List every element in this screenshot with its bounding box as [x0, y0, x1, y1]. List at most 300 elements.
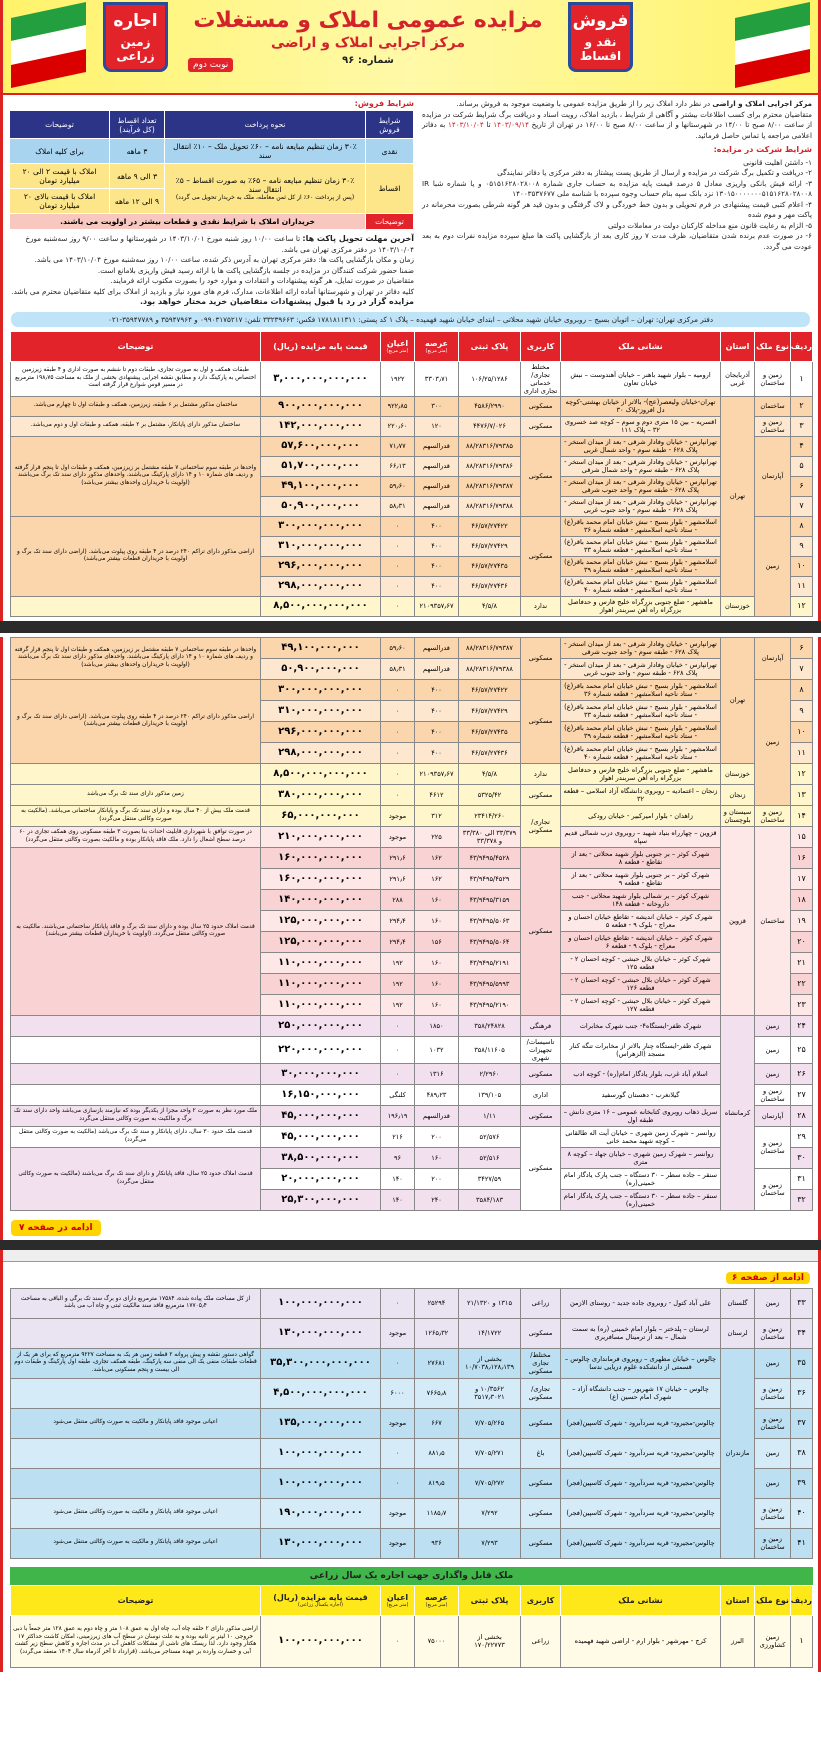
cell-province: گلستان	[721, 1288, 755, 1318]
installment-note-2: املاک با قیمت بالای ۲۰ میلیارد تومان	[10, 189, 110, 214]
iran-flag-icon	[11, 2, 86, 88]
cell-usage: فرهنگی	[521, 1015, 561, 1036]
sale-conditions-label: شرایط فروش:	[354, 99, 414, 108]
cell-row: ۳۵	[791, 1348, 813, 1378]
cell-price: ۱۶۰,۰۰۰,۰۰۰,۰۰۰	[261, 868, 381, 889]
col-header-label: کاربری	[526, 341, 555, 351]
col-header-unit: (متر مربع)	[425, 347, 448, 354]
cell-building: موجود	[381, 805, 415, 826]
property-row	[11, 1408, 813, 1438]
col-header-type	[755, 1585, 791, 1615]
cell-area: ۷۶۶۵٫۸	[415, 1378, 459, 1408]
auction-notes	[9, 234, 414, 308]
cell-price: ۱۱۰,۰۰۰,۰۰۰,۰۰۰	[261, 994, 381, 1015]
installment-label: اقساط	[366, 164, 414, 214]
cash-payment: ۳۰٪ زمان تنظیم مبایعه نامه – ۶۰٪ تحویل ملک – ۱۰٪ انتقال سند	[165, 139, 366, 164]
cell-building: ۰	[381, 596, 415, 616]
cell-usage: اداری	[521, 1084, 561, 1105]
cell-plak: ۷/۲۹۳	[459, 1528, 521, 1558]
cell-building: ۰	[381, 700, 415, 721]
cell-desc: اراضی مذکور دارای ۲ حلقه چاه آب، چاه اول به عمق ۱۰۸ متر و چاه دوم به عمق ۱۲۸ متر جمعاً با دبی خروجی ۱۰ لیتر بر ثانیه بوده و به علت نوسان در سطح آب های زیرزمینی، امکان کاشت حداکثر ۱۷ هکتار وجود دارد. لذا ریسک های ناشی از مشکلات کاهش آب در مدت اجاره و کاهش سطح زیر کشت آبی و خسارت وارده بر عهده مستاجر می‌باشد. (قرارداد تا آخر آذرماه سال ۱۴۰۴ منعقد می‌گردد)	[11, 1615, 261, 1667]
cell-usage: مختلط/ تجاری مسکونی	[521, 1348, 561, 1378]
property-row	[11, 1438, 813, 1468]
final-note: مزایده گزار در رد یا قبول پیشنهادات متقاضیان خرید مختار خواهد بود.	[140, 297, 414, 306]
property-row	[11, 516, 813, 536]
cell-price: ۳۰,۰۰۰,۰۰۰,۰۰۰	[261, 1063, 381, 1084]
continued-on-page-tag: ادامه در صفحه ۷	[11, 1220, 101, 1236]
cell-area: ۱۲۰	[415, 416, 459, 436]
cell-usage: مسکونی	[521, 1318, 561, 1348]
cell-building: ۰	[381, 763, 415, 784]
cell-plak: ۱۰/۳۵۶۲ و ۳۵۱۷٫۳۰۲۱	[459, 1378, 521, 1408]
cell-row: ۱۲	[791, 763, 813, 784]
cell-row: ۳۴	[791, 1318, 813, 1348]
cell-price: ۱۱۰,۰۰۰,۰۰۰,۰۰۰	[261, 952, 381, 973]
cell-address: ماهشهر - ضلع جنوبی بزرگراه خلیج فارس و حدفاصل بزرگراه راه آهن سربندر اهواز	[561, 763, 721, 784]
cell-building: ۵۹٫۶۰	[381, 476, 415, 496]
property-row	[11, 1126, 813, 1147]
cell-row: ۱۴	[791, 805, 813, 826]
cell-row: ۳۲	[791, 1189, 813, 1210]
cell-plak: ۴۶/۵۷/۲۷۴۲۹	[459, 536, 521, 556]
cell-row: ۲۸	[791, 1105, 813, 1126]
property-row	[11, 1288, 813, 1318]
note-line: ضمنا حضور شرکت کنندگان در مزایده در جلسه بازگشایی پاکت ها با ارائه رسید فیش واریزی بلامانع است.	[97, 265, 414, 275]
cell-address: چالوس-مجیرود- قریه سردآبرود - شهرک کاسپین(فجر)	[561, 1438, 721, 1468]
cell-type: زمین	[755, 1036, 791, 1063]
cell-address: چالوس – خیابان مطهری – روبروی فرمانداری چالوس – قسمتی از دانشکده علوم دریایی ندسا	[561, 1348, 721, 1378]
cell-row: ۷	[791, 496, 813, 516]
cell-area: قدرالسهم	[415, 637, 459, 658]
cell-area: ۱۶۰	[415, 973, 459, 994]
col-header-label: کاربری	[526, 1595, 555, 1605]
cell-province: البرز	[721, 1615, 755, 1667]
cell-building: ۲۹۱٫۶	[381, 868, 415, 889]
continued-from-page-tag: ادامه از صفحه ۶	[726, 1272, 810, 1284]
cell-building: ۱۹۶٫۱۹	[381, 1105, 415, 1126]
cell-address: گیلانغرب - دهستان گورسفید	[561, 1084, 721, 1105]
cell-address: شهرک ظفر-ایستگاه۴- جنب شهرک مخابرات	[561, 1015, 721, 1036]
col-header-plak	[459, 331, 521, 361]
cell-plak: بخشی از ۱۰/۷۰۳۸٫۱۲۸٫۱۳۹	[459, 1348, 521, 1378]
cell-address: شهرک کوثر – خیابان بلال حبشی - کوچه احسان ۲ - قطعه ۱۲۷	[561, 994, 721, 1015]
participation-condition: ۵- الزام به رعایت قانون منع مداخله کارکنان دولت در معاملات دولتی	[608, 220, 812, 230]
cell-plak: ۳۵۸۴/۱۸۳	[459, 1189, 521, 1210]
cell-address: شهرک کوثر – خیابان بلال حبشی - کوچه احسان ۲ - قطعه ۱۲۶	[561, 973, 721, 994]
cell-plak: ۷/۷۰۵/۲۷۲	[459, 1468, 521, 1498]
cell-usage: تجاری/مسکونی	[521, 805, 561, 847]
col-header-unit: (متر مربع)	[386, 1601, 409, 1608]
cell-building: ۰	[381, 1015, 415, 1036]
cell-desc: زمین مذکور دارای سند تک برگ می‌باشد	[11, 784, 261, 805]
cell-price: ۴۹,۱۰۰,۰۰۰,۰۰۰	[261, 476, 381, 496]
cell-address: اسلامشهر - بلوار بسیج - نبش خیابان امام محمد باقر(ع) - ستاد ناحیه اسلامشهر - قطعه شماره ۳۶	[561, 516, 721, 536]
cell-desc: اعیانی موجود فاقد پایانکار و مالکیت به صورت وکالتی منتقل می‌شود	[11, 1408, 261, 1438]
cell-building: ۰	[381, 1063, 415, 1084]
col-header-desc	[11, 1585, 261, 1615]
cell-building: ۰	[381, 721, 415, 742]
col-header-unit: (اجاره یکسال زراعی)	[297, 1601, 344, 1608]
col-header-label: پلاک ثبتی	[470, 1595, 509, 1605]
cell-plak: ۴/۵/۸	[459, 596, 521, 616]
cell-building: ۱۴۰	[381, 1168, 415, 1189]
cell-type: زمین کشاورزی	[755, 1615, 791, 1667]
cell-province: خوزستان	[721, 596, 755, 616]
cell-type: آپارتمان	[755, 436, 791, 516]
cell-row: ۱۹	[791, 910, 813, 931]
cell-building: ۰	[381, 556, 415, 576]
cell-plak: ۴۳/۹۴۹۵/۲۱۹۱	[459, 952, 521, 973]
cell-row: ۱	[791, 361, 813, 396]
cell-plak: ۸۸/۲۸۳۱۶/۷۹۳۸۸	[459, 658, 521, 679]
cell-row: ۳۳	[791, 1288, 813, 1318]
cell-area: ۱۶۰	[415, 910, 459, 931]
cash-label: نقدی	[366, 139, 414, 164]
cell-area: ۴۰۰	[415, 679, 459, 700]
cell-address: اسلامشهر - بلوار بسیج - نبش خیابان امام محمد باقر(ع) - ستاد ناحیه اسلامشهر - قطعه شماره ۳۶	[561, 679, 721, 700]
cell-row: ۲۴	[791, 1015, 813, 1036]
property-row	[11, 396, 813, 416]
cell-area: قدرالسهم	[415, 496, 459, 516]
note-line: متقاضیان در صورت تمایل، هر گونه پیشنهادات و انتقادات و موارد خود را بصورت مکتوب ارائه فرمایند.	[110, 276, 414, 285]
cell-row: ۳۱	[791, 1168, 813, 1189]
cell-row: ۱۸	[791, 889, 813, 910]
cell-type: زمین و ساختمان	[755, 416, 791, 436]
property-row	[11, 436, 813, 456]
cell-usage: ندارد	[521, 763, 561, 784]
cell-area: ۳۳۰۳٫۷۱	[415, 361, 459, 396]
cell-desc: قدمت املاک حدود ۲۵ سال، فاقد پایانکار و دارای سند تک برگ می‌باشند (مالکیت به صورت وکالتی منتقل می‌گردد)	[11, 1147, 261, 1210]
cell-type: زمین	[755, 1468, 791, 1498]
iran-flag-icon	[735, 2, 810, 88]
intro-date-from: ۱۴۰۳/۰۹/۱۴	[493, 120, 529, 129]
installment-count-2: ۹ الی ۱۲ ماهه	[110, 189, 165, 214]
cell-desc	[11, 1036, 261, 1063]
cell-area: ۲۲۵	[415, 826, 459, 847]
cell-plak: ۴۳/۹۴۹۵/۳۱۵۹	[459, 889, 521, 910]
terms-area	[3, 95, 818, 308]
cell-address: شهرک کوثر – خیابان اندیشه - تقاطع خیابان احسان و معراج - بلوک ۹ - قطعه ۵	[561, 910, 721, 931]
property-row	[11, 1468, 813, 1498]
cell-building: ۰	[381, 679, 415, 700]
property-row	[11, 679, 813, 700]
cell-desc: واحدها در طبقه سوم ساختمانی ۷ طبقه مشتمل بر زیرزمین، همکف و طبقات اول تا پنجم قرار گرفته و ردیف های شماره ۱۰ و ۱۴ دارای پارکینگ می‌باشند. واحدهای مذکور دارای سند تک برگ می‌باشند (اولویت با خریداران واحدهای بیشتر می‌باشد)	[11, 637, 261, 679]
cell-area: ۱۶۲	[415, 847, 459, 868]
cell-row: ۱۷	[791, 868, 813, 889]
cell-row: ۶	[791, 476, 813, 496]
cell-price: ۶۵,۰۰۰,۰۰۰,۰۰۰	[261, 805, 381, 826]
cell-province: تهران	[721, 637, 755, 763]
participation-condition: ۱- داشتن اهلیت قانونی	[743, 157, 812, 167]
cell-area: قدرالسهم	[415, 658, 459, 679]
cell-price: ۳۰۰,۰۰۰,۰۰۰,۰۰۰	[261, 516, 381, 536]
cell-price: ۲۵۰,۰۰۰,۰۰۰,۰۰۰	[261, 1015, 381, 1036]
sale-badge-line2: نقد و اقساط	[579, 35, 622, 63]
cell-row: ۲۷	[791, 1084, 813, 1105]
cell-plak: ۴۶/۵۷/۲۷۴۳۶	[459, 742, 521, 763]
cell-row: ۱۱	[791, 742, 813, 763]
clip-separator	[0, 1240, 821, 1250]
cell-desc	[11, 1378, 261, 1408]
cell-type: زمین و ساختمان	[755, 361, 791, 396]
cell-address: اسلامشهر - بلوار بسیج - نبش خیابان امام محمد باقر(ع) - ستاد ناحیه اسلامشهر - قطعه شماره ۳۹	[561, 556, 721, 576]
col-header-label: نشانی ملک	[618, 1595, 663, 1605]
cell-province: سیستان و بلوچستان	[721, 805, 755, 826]
cell-type: زمین و ساختمان	[755, 1084, 791, 1105]
cell-type: آپارتمان	[755, 1105, 791, 1126]
cell-usage: مسکونی	[521, 1528, 561, 1558]
cash-note: برای کلیه املاک	[10, 139, 110, 164]
cell-row: ۱۲	[791, 596, 813, 616]
cell-plak: ۱/۱۱	[459, 1105, 521, 1126]
lease-table	[10, 1585, 813, 1668]
intro-date-to: ۱۴۰۳/۱۰/۰۴	[447, 120, 484, 129]
clip-separator	[0, 621, 821, 633]
cell-desc: ساختمان مذکور دارای پایانکار، مشتمل بر ۲ طبقه، همکف و طبقات اول و دوم می‌باشد.	[11, 416, 261, 436]
continued-on-page-row	[3, 1211, 818, 1236]
cell-address: زنجان – اعتمادیه – روبروی دانشگاه آزاد اسلامی – قطعه ۳۲	[561, 784, 721, 805]
property-row	[11, 805, 813, 826]
cell-desc	[11, 596, 261, 616]
cell-usage: زراعی	[521, 1615, 561, 1667]
cell-area: ۲۵۲۹۴	[415, 1288, 459, 1318]
cell-plak: ۵۲/۵۱۶	[459, 1147, 521, 1168]
cell-plak: ۴/۵/۸	[459, 763, 521, 784]
cell-price: ۳۱۰,۰۰۰,۰۰۰,۰۰۰	[261, 536, 381, 556]
cell-area: ۱۶۲	[415, 868, 459, 889]
cell-usage: مسکونی	[521, 1468, 561, 1498]
cell-row: ۹	[791, 536, 813, 556]
head-office-address-bar: دفتر مرکزی تهران: تهران – اتوبان بسیج – روبروی خیابان شهید محلاتی – ابتدای خیابان شهید فهمیده – پلاک ۱ کد پستی: ۱۷۸۱۸۱۱۳۱۱ فکس: ۳۳۲۳۹۶۶۳ تلفن: ۰۹۹۰۳۱۷۵۲۱۷ و ۳۵۹۴۷۹۶۴ و ۳۵۹۴۷۷۸۹-۰۲۱	[11, 312, 810, 327]
cell-plak: ۴۶/۵۷/۲۷۴۲۲	[459, 679, 521, 700]
cell-price: ۳۸,۵۰۰,۰۰۰,۰۰۰	[261, 1147, 381, 1168]
cell-building: ۵۸٫۳۱	[381, 496, 415, 516]
cell-type: زمین و ساختمان	[755, 1528, 791, 1558]
cell-building: ۲۹۴٫۴	[381, 931, 415, 952]
cell-building: ۰	[381, 1348, 415, 1378]
cell-area: قدرالسهم	[415, 1105, 459, 1126]
col-installments: تعداد اقساط (کل فرآیند)	[110, 111, 165, 139]
cell-desc: طبقات همکف و اول به صورت تجاری، طبقات دوم تا ششم به صورت اداری و ۴ طبقه زیرزمین اختصاص به پارکینگ دارد و مطابق نقشه اجرایی پیشنهادی بخشی از ملک به مساحت ۱۹۸٫۷۵ مترمربع در مسیر قوس شوارع قرار گرفته است	[11, 361, 261, 396]
property-row	[11, 1348, 813, 1378]
cell-row: ۳۶	[791, 1378, 813, 1408]
cell-row: ۹	[791, 700, 813, 721]
cell-type: زمین و ساختمان	[755, 805, 791, 826]
cell-area: ۱۱۸۵٫۷	[415, 1498, 459, 1528]
cell-building: ۰	[381, 1288, 415, 1318]
cell-plak: ۴۶/۵۷/۲۷۴۲۹	[459, 700, 521, 721]
sale-conditions-table	[9, 110, 414, 230]
cell-desc: ملک مورد نظر به صورت ۲ واحد مجزا از یکدیگر بوده که نیازمند بازسازی می‌باشد واحد دارای سند تک برگ و مالکیت به صورت وکالتی منتقل می‌گردد	[11, 1105, 261, 1126]
cell-plak: ۸۸/۲۸۳۱۶/۷۹۳۸۷	[459, 476, 521, 496]
col-header-building	[381, 1585, 415, 1615]
col-header-label: پلاک ثبتی	[470, 341, 509, 351]
sale-badge	[568, 2, 633, 72]
cell-price: ۳,۰۰۰,۰۰۰,۰۰۰,۰۰۰	[261, 361, 381, 396]
note-line: کلیه دفاتر در تهران و شهرستانها آماده ارائه اطلاعات، مدارک، فرم های مورد نیاز و بازدید از املاک برای کلیه متقاضیان محترم می باشد.	[11, 286, 414, 296]
round-badge: نوبت دوم	[188, 58, 233, 72]
cell-row: ۵	[791, 456, 813, 476]
cell-address: روانسر – شهرک زمین شهری – خیابان آیت اله طالقانی – کوچه شهید محمد خانی	[561, 1126, 721, 1147]
cell-address: تهرانپارس - خیابان وفادار شرقی - بعد از میدان استخر - پلاک ۶۲۸ - طبقه سوم - واحد جنوب غربی	[561, 496, 721, 516]
cell-address: اسلامشهر - بلوار بسیج - نبش خیابان امام محمد باقر(ع) - ستاد ناحیه اسلامشهر - قطعه شماره ۳۳	[561, 536, 721, 556]
cell-area: ۲۰۰	[415, 1168, 459, 1189]
cell-plak: ۸۸/۲۸۳۱۶/۷۹۳۸۷	[459, 637, 521, 658]
deadline-text: تا ساعت ۱۰/۰۰ روز شنبه مورخ ۱۴۰۳/۱۰/۰۱ در شهرستانها و ساعت ۹/۰۰ روز سه‌شنبه مورخ ۱۴۰۳/۱۰/۰۴ در دفتر مرکزی تهران می باشد.	[25, 234, 414, 254]
cell-province: تهران	[721, 396, 755, 596]
cell-address: اسلامشهر - بلوار بسیج - نبش خیابان امام محمد باقر(ع) - ستاد ناحیه اسلامشهر - قطعه شماره ۴۰	[561, 742, 721, 763]
cell-price: ۹۰۰,۰۰۰,۰۰۰,۰۰۰	[261, 396, 381, 416]
cell-usage: تاسیسات/ تجهیزات شهری	[521, 1036, 561, 1063]
cell-area: ۳۰۰	[415, 396, 459, 416]
cell-price: ۱۶۰,۰۰۰,۰۰۰,۰۰۰	[261, 847, 381, 868]
intro-p1: در نظر دارد املاک زیر را از طریق مزایده عمومی با وضعیت موجود به فروش برساند.	[456, 99, 713, 108]
cell-usage: مسکونی	[521, 1498, 561, 1528]
participation-conditions-title: شرایط شرکت در مزایده:	[713, 145, 812, 154]
cell-type: زمین	[755, 1438, 791, 1468]
cell-plak: ۴۳/۹۴۹۵/۵۰۶۳	[459, 910, 521, 931]
col-header-unit: (متر مربع)	[425, 1601, 448, 1608]
cell-desc	[11, 1015, 261, 1036]
cell-price: ۱۰۰,۰۰۰,۰۰۰,۰۰۰	[261, 1468, 381, 1498]
cell-address: تهرانپارس - خیابان وفادار شرقی - بعد از میدان استخر - پلاک ۶۲۸ - طبقه سوم - واحد جنوب غربی	[561, 658, 721, 679]
deadline-label: آخرین مهلت تحویل پاکت ها:	[302, 234, 414, 243]
cell-plak: ۳۵۸/۲۴۸۲۸	[459, 1015, 521, 1036]
cell-plak: ۴۳/۹۴۹۵/۴۵۲۹	[459, 868, 521, 889]
cell-area: ۱۶۰	[415, 994, 459, 1015]
cell-building: ۱۹۲	[381, 994, 415, 1015]
property-row	[11, 1147, 813, 1168]
cell-row: ۱۰	[791, 721, 813, 742]
cell-building: ۱۹۲	[381, 973, 415, 994]
intro-text	[422, 99, 812, 308]
cell-area: ۳۱۲	[415, 805, 459, 826]
cell-address: چالوس-مجیرود- قریه سردآبرود - شهرک کاسپین(فجر)	[561, 1468, 721, 1498]
cell-usage: مسکونی	[521, 1126, 561, 1210]
intro-org: مرکز اجرایی املاک و اراضی	[712, 99, 812, 108]
col-header-label: توضیحات	[117, 341, 154, 351]
cell-usage: مسکونی	[521, 637, 561, 679]
cell-building: ۵۹٫۶۰	[381, 637, 415, 658]
cell-price: ۴۵,۰۰۰,۰۰۰,۰۰۰	[261, 1105, 381, 1126]
cell-address: چالوس – خیابان ۱۷ شهریور – جنب دانشگاه آزاد – شهرک امام حسین (ع)	[561, 1378, 721, 1408]
col-header-building	[381, 331, 415, 361]
cell-building: ۲۱۶	[381, 1126, 415, 1147]
cell-address: سنقر – جاده سطر – ۳۰ دستگاه – جنب پارک یادگار امام خمینی(ره)	[561, 1168, 721, 1189]
cell-address: کرج - مهرشهر - بلوار ارم - اراضی شهید فهمیده	[561, 1615, 721, 1667]
cell-building: موجود	[381, 1528, 415, 1558]
cell-row: ۸	[791, 679, 813, 700]
cell-plak: ۷/۲۹۲	[459, 1498, 521, 1528]
cell-building: ۷۱٫۷۷	[381, 436, 415, 456]
cell-price: ۳۵,۳۰۰,۰۰۰,۰۰۰,۰۰۰	[261, 1348, 381, 1378]
cell-area: ۱۲۶۵٫۳۲	[415, 1318, 459, 1348]
cell-address: شهرک کوثر – بر جنوبی بلوار شهید محلاتی - بعد از تقاطع - قطعه ۹	[561, 868, 721, 889]
cell-plak: ۱۳۹/۱۰۵	[459, 1084, 521, 1105]
cell-row: ۲۹	[791, 1126, 813, 1147]
cell-area: ۲۱۰۹۳۵۷٫۶۷	[415, 763, 459, 784]
cell-price: ۱۲۵,۰۰۰,۰۰۰,۰۰۰	[261, 910, 381, 931]
cell-area: قدرالسهم	[415, 456, 459, 476]
property-row	[11, 596, 813, 616]
cell-desc	[11, 1438, 261, 1468]
installment-payment-note: (پس از پرداخت ۶۰٪ از کل ثمن معامله، ملک به خریدار تحویل می گردد)	[175, 194, 355, 201]
cell-type: آپارتمان	[755, 637, 791, 679]
cell-area: ۴۰۰	[415, 742, 459, 763]
cell-type: زمین و ساختمان	[755, 1318, 791, 1348]
cell-usage: مسکونی	[521, 436, 561, 516]
cell-usage: مسکونی	[521, 847, 561, 1015]
cell-address: روانسر – شهرک زمین شهری – خیابان جهاد – کوچه ۸ متری	[561, 1147, 721, 1168]
cell-area: ۸۱۹٫۵	[415, 1468, 459, 1498]
col-header-type	[755, 331, 791, 361]
installment-payment: ۳۰٪ زمان تنظیم مبایعه نامه – ۶۵٪ به صورت اقساط – ۵٪ انتقال سند	[175, 176, 355, 194]
cell-building: ۲۲۰٫۶۰	[381, 416, 415, 436]
cell-price: ۱۱۰,۰۰۰,۰۰۰,۰۰۰	[261, 973, 381, 994]
cell-price: ۱۴۰,۰۰۰,۰۰۰,۰۰۰	[261, 889, 381, 910]
col-header-label: عرصه	[424, 338, 449, 348]
cell-area: ۴۰۰	[415, 576, 459, 596]
col-header-label: توضیحات	[117, 1595, 154, 1605]
cell-plak: بخشی از ۱۷۰/۲۲۷۷۳	[459, 1615, 521, 1667]
cell-building: ۰	[381, 1615, 415, 1667]
col-header-label: ردیف	[790, 341, 812, 351]
cell-area: ۱۳۱۶	[415, 1063, 459, 1084]
cell-type: زمین	[755, 1015, 791, 1036]
cell-price: ۱۴۲,۰۰۰,۰۰۰,۰۰۰	[261, 416, 381, 436]
property-row	[11, 361, 813, 396]
cell-row: ۳۸	[791, 1438, 813, 1468]
cell-desc: قدمت ملک حدود ۳۰ سال، دارای پایانکار و سند تک برگ می‌باشد (مالکیت به صورت وکالتی منتقل می‌گردد)	[11, 1126, 261, 1147]
cell-plak: ۳۴۲۷/۵۹	[459, 1168, 521, 1189]
cell-desc: اراضی مذکور دارای تراکم ۲۴۰ درصد در ۴ طبقه روی پیلوت می‌باشد. (اراضی دارای سند تک برگ و اولویت با خریداران قطعات بیشتر می‌باشد)	[11, 516, 261, 596]
col-header-area	[415, 331, 459, 361]
cell-desc: اعیانی موجود فاقد پایانکار و مالکیت به صورت وکالتی منتقل می‌شود	[11, 1528, 261, 1558]
cell-area: ۴۰۰	[415, 700, 459, 721]
cell-type: ساختمان	[755, 826, 791, 1015]
cell-price: ۵۱,۷۰۰,۰۰۰,۰۰۰	[261, 456, 381, 476]
cell-price: ۲۲۰,۰۰۰,۰۰۰,۰۰۰	[261, 1036, 381, 1063]
cell-building: موجود	[381, 1408, 415, 1438]
ad-title: مزایده عمومی املاک و مستغلات	[193, 8, 543, 33]
cell-address: تهرانپارس - خیابان وفادار شرقی - بعد از میدان استخر - پلاک ۶۲۸ - طبقه سوم - واحد جنوب شرقی	[561, 476, 721, 496]
cell-address: شهرک کوثر – بر جنوبی بلوار شهید محلاتی - بعد از تقاطع - قطعه ۸	[561, 847, 721, 868]
cell-address: تهرانپارس - خیابان وفادار شرقی - بعد از میدان استخر - پلاک ۶۲۸ - طبقه سوم - واحد جنوب شرقی	[561, 637, 721, 658]
cell-plak: ۱۴/۱۷۲۲	[459, 1318, 521, 1348]
cell-price: ۱۳۵,۰۰۰,۰۰۰,۰۰۰	[261, 1408, 381, 1438]
cell-address: تهرانپارس - خیابان وفادار شرقی - بعد از میدان استخر - پلاک ۶۲۸ - طبقه سوم - واحد شمال غربی	[561, 436, 721, 456]
ad-number: شماره: ۹۶	[342, 55, 394, 66]
cell-building: ۹۶	[381, 1147, 415, 1168]
cell-price: ۵۰,۹۰۰,۰۰۰,۰۰۰	[261, 658, 381, 679]
cell-type: زمین و ساختمان	[755, 1498, 791, 1528]
cell-price: ۲۵,۳۰۰,۰۰۰,۰۰۰	[261, 1189, 381, 1210]
cell-plak: ۴۵۸۶/۲۹۹۰	[459, 396, 521, 416]
participation-condition: ۲- دریافت و تکمیل برگ شرکت در مزایده و ارسال از طریق پست پیشتاز به دفتر مرکزی یا دفاتر نمایندگی	[497, 168, 812, 177]
cell-building: ۲۸۸	[381, 889, 415, 910]
newspaper-footer-strip	[3, 1250, 818, 1262]
cell-usage: مسکونی	[521, 416, 561, 436]
cell-area: ۴۰۰	[415, 536, 459, 556]
cell-usage: باغ	[521, 1438, 561, 1468]
cell-address: زاهدان - بلوار امیرکبیر - خیابان رودکی	[561, 805, 721, 826]
cell-area: ۱۰۳۲	[415, 1036, 459, 1063]
cell-address: اسلامشهر - بلوار بسیج - نبش خیابان امام محمد باقر(ع) - ستاد ناحیه اسلامشهر - قطعه شماره ۳۳	[561, 700, 721, 721]
cell-row: ۷	[791, 658, 813, 679]
cell-plak: ۳۵۸/۱۱۶۰۵	[459, 1036, 521, 1063]
cell-row: ۲۱	[791, 952, 813, 973]
cell-type: زمین و ساختمان	[755, 1126, 791, 1168]
